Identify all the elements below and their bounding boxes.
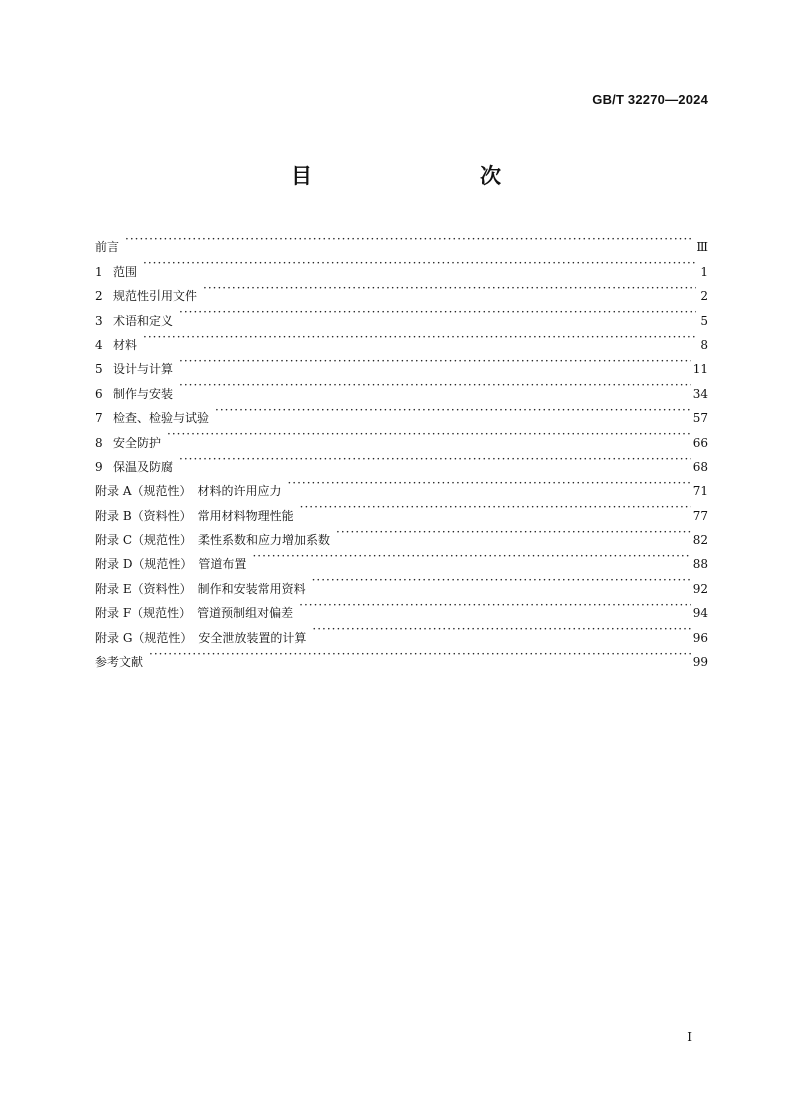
dot-leader [149,642,691,666]
toc-number: 8 [95,435,103,450]
toc-page-number: 57 [692,411,708,426]
dot-leader [336,520,691,544]
toc-title: 安全防护 [113,435,162,450]
toc-label [95,577,310,601]
dot-leader [179,373,691,397]
toc-row[interactable] [95,325,708,352]
dot-leader [215,398,691,422]
toc-number: 7 [95,411,103,426]
toc-row[interactable] [95,447,708,474]
toc-row[interactable] [95,300,708,328]
toc-row[interactable] [95,422,708,450]
toc-page-number: 82 [692,533,708,548]
toc-label [95,235,123,259]
dot-leader [299,593,691,617]
toc-page-number: Ⅲ [696,240,708,255]
toc-title: 附录 C（规范性） 柔性系数和应力增加系数 [95,533,330,548]
toc-page-number: 1 [700,264,708,279]
toc-number: 9 [95,459,103,474]
toc-label [95,650,147,674]
toc-row[interactable] [95,398,708,426]
dot-leader [203,276,696,300]
toc-page-number: 99 [692,655,708,670]
toc-page-number: 8 [700,337,708,352]
toc-title: 附录 A（规范性） 材料的许用应力 [95,484,282,499]
toc-number: 6 [95,386,103,401]
dot-leader [300,495,691,519]
toc-title: 参考文献 [95,655,144,670]
toc-label [95,552,250,576]
toc-number: 4 [95,337,103,352]
toc-page-number: 34 [692,386,708,401]
dot-leader [179,300,696,324]
standard-code: GB/T 32270—2024 [592,92,708,107]
toc-title: 设计与计算 [113,362,174,377]
toc-page-number: 88 [692,557,708,572]
toc-page-number: 68 [692,459,708,474]
dot-leader [252,544,690,568]
table-of-contents [95,227,708,670]
toc-number: 2 [95,289,103,304]
dot-leader [287,471,690,495]
toc-title: 术语和定义 [113,313,174,328]
toc-title: 保温及防腐 [113,459,174,474]
toc-row[interactable] [95,251,708,279]
toc-page-number: 5 [700,313,708,328]
toc-label [95,455,177,479]
toc-page-number: 92 [692,581,708,596]
toc-number: 5 [95,362,103,377]
toc-number: 1 [95,264,103,279]
toc-row[interactable] [95,642,708,670]
toc-label [95,382,177,406]
toc-label [95,357,177,381]
toc-page-number: 94 [692,606,708,621]
toc-row[interactable] [95,471,708,499]
dot-leader [167,422,691,446]
toc-number: 3 [95,313,103,328]
toc-page-number: 96 [692,630,708,645]
dot-leader [312,617,690,641]
toc-row[interactable] [95,227,708,255]
dot-leader [179,447,691,471]
toc-label [95,260,141,284]
toc-row[interactable] [95,349,708,377]
toc-page-number: 2 [700,289,708,304]
toc-title: 附录 B（资料性） 常用材料物理性能 [95,508,294,523]
toc-page-number: 11 [692,362,708,377]
toc-title: 附录 E（资料性） 制作和安装常用资料 [95,581,306,596]
toc-title: 制作与安装 [113,386,174,401]
toc-label [95,479,285,503]
toc-title: 规范性引用文件 [113,289,198,304]
toc-title: 材料 [113,337,138,352]
dot-leader [143,325,696,349]
toc-label [95,601,297,625]
toc-label [95,333,141,357]
dot-leader [125,227,694,251]
toc-title: 附录 G（规范性） 安全泄放装置的计算 [95,630,307,645]
toc-page-number: 77 [692,508,708,523]
toc-title: 范围 [113,264,138,279]
dot-leader [312,568,691,592]
toc-title: 前言 [95,240,120,255]
dot-leader [179,349,691,373]
dot-leader [143,251,696,275]
toc-label [95,431,165,455]
toc-title: 附录 F（规范性） 管道预制组对偏差 [95,606,294,621]
toc-page-number: 71 [692,484,708,499]
toc-row[interactable] [95,373,708,401]
toc-title: 检查、检验与试验 [113,411,210,426]
toc-page-number: 66 [692,435,708,450]
page-number: I [687,1030,692,1044]
toc-label [95,504,298,528]
toc-title: 附录 D（规范性） 管道布置 [95,557,247,572]
toc-row[interactable] [95,276,708,304]
page-title: 目 次 [291,164,543,188]
